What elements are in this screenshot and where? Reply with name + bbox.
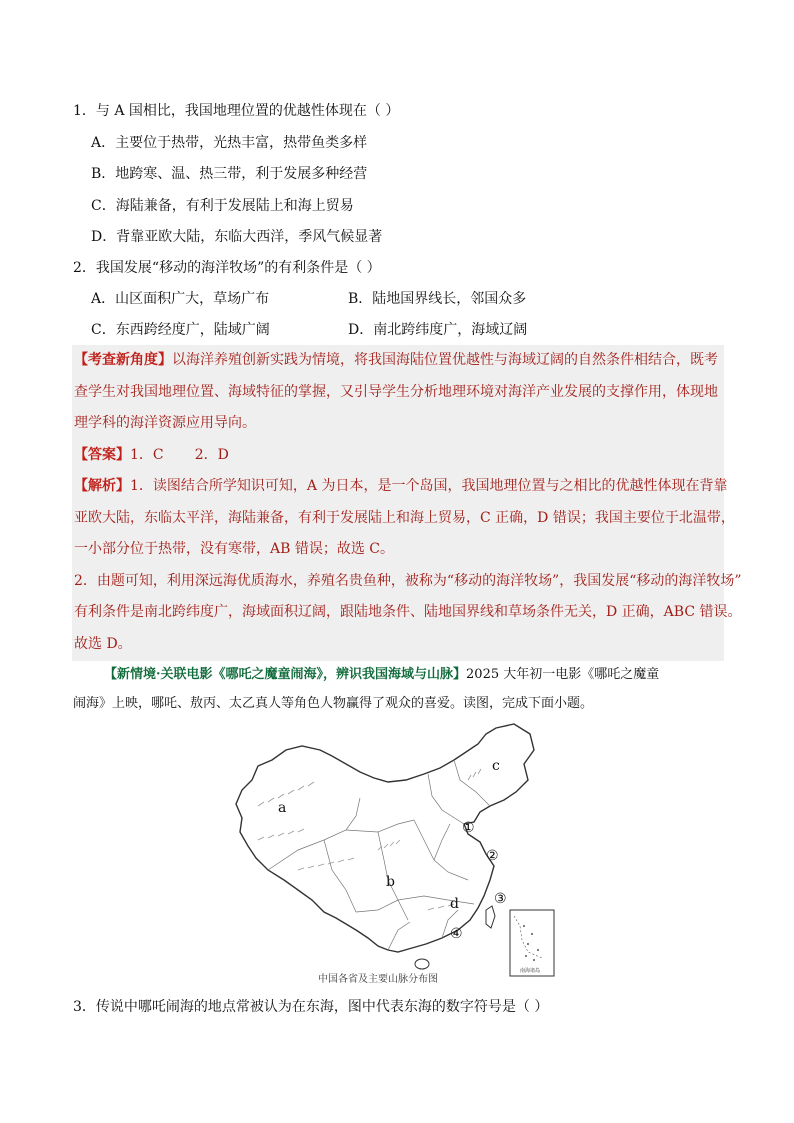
question-2-option-c: C．东西跨经度广，陆域广阔: [91, 322, 270, 338]
explain-text-1: 1．读图结合所学知识可知，A 为日本，是一个岛国，我国地理位置与之相比的优越性体现在背靠: [130, 478, 728, 494]
map-letter-a: a: [278, 800, 287, 816]
taiwan-island: [486, 906, 495, 928]
explain-line-3: 一小部分位于热带，没有寒带，AB 错误；故选 C。: [74, 541, 395, 557]
question-2-option-a: A．山区面积广大，草场广布: [91, 291, 270, 307]
china-map-drawing: [228, 720, 564, 990]
question-1-option-a: A．主要位于热带，光热丰富，热带鱼类多样: [91, 135, 368, 151]
answer-text: 1．C 2．D: [130, 447, 229, 463]
question-2-stem: 2．我国发展“移动的海洋牧场”的有利条件是（ ）: [73, 260, 381, 276]
explain-line-4: 2．由题可知，利用深远海优质海水，养殖名贵鱼种，被称为“移动的海洋牧场”，我国发展“移动的海洋牧场”: [74, 573, 742, 589]
answer-line: [74, 445, 229, 465]
question-1-option-c: C．海陆兼备，有利于发展陆上和海上贸易: [91, 198, 354, 214]
angle-line-2: 查学生对我国地理位置、海域特征的掌握，又引导学生分析地理环境对海洋产业发展的支撑作用，体现地: [74, 384, 718, 400]
answer-tag: 【答案】: [74, 447, 130, 463]
hainan-island: [415, 959, 429, 969]
question-2-option-b: B．陆地国界线长，邻国众多: [348, 291, 527, 307]
context-line-1: [104, 665, 659, 685]
china-map: [228, 720, 564, 990]
context-line-2: 闹海》上映，哪吒、敖丙、太乙真人等角色人物赢得了观众的喜爱。读图，完成下面小题。: [73, 696, 594, 711]
inset-label: 南海诸岛: [520, 968, 541, 974]
map-letter-c: c: [492, 758, 500, 774]
angle-line-3: 理学科的海洋资源应用导向。: [74, 415, 256, 431]
map-letter-b: b: [386, 874, 395, 890]
map-number-1: ①: [462, 820, 475, 836]
explain-line-1: [74, 476, 727, 496]
angle-line-1: [74, 350, 718, 370]
context-tag: 【新情境·关联电影《哪吒之魔童闹海》，辨识我国海域与山脉】: [104, 667, 467, 682]
map-letter-d: d: [450, 896, 459, 912]
explain-tag: 【解析】: [74, 478, 130, 494]
angle-tag: 【考查新角度】: [74, 352, 172, 368]
explain-line-5: 有利条件是南北跨纬度广，海域面积辽阔，跟陆地条件、陆地国界线和草场条件无关，D 正确，ABC 错误。: [74, 604, 742, 620]
question-3-stem: 3．传说中哪吒闹海的地点常被认为在东海，图中代表东海的数字符号是（ ）: [73, 999, 549, 1015]
question-1-option-b: B．地跨寒、温、热三带，利于发展多种经营: [91, 166, 368, 182]
map-caption: 中国各省及主要山脉分布图: [318, 974, 438, 985]
angle-text-1: 以海洋养殖创新实践为情境，将我国海陆位置优越性与海域辽阔的自然条件相结合，既考: [172, 352, 718, 368]
explain-line-2: 亚欧大陆，东临太平洋，海陆兼备，有利于发展陆上和海上贸易，C 正确，D 错误；我国主要位于北温带，: [74, 510, 735, 526]
map-number-2: ②: [486, 848, 499, 864]
context-text-1: 2025 大年初一电影《哪吒之魔童: [466, 667, 660, 682]
question-1-stem: 1．与 A 国相比，我国地理位置的优越性体现在（ ）: [73, 103, 400, 119]
explain-line-6: 故选 D。: [74, 636, 132, 652]
question-2-option-d: D．南北跨纬度广，海域辽阔: [348, 322, 528, 338]
map-number-4: ④: [450, 926, 463, 942]
map-number-3: ③: [494, 891, 507, 907]
question-1-option-d: D．背靠亚欧大陆，东临大西洋，季风气候显著: [91, 229, 383, 245]
